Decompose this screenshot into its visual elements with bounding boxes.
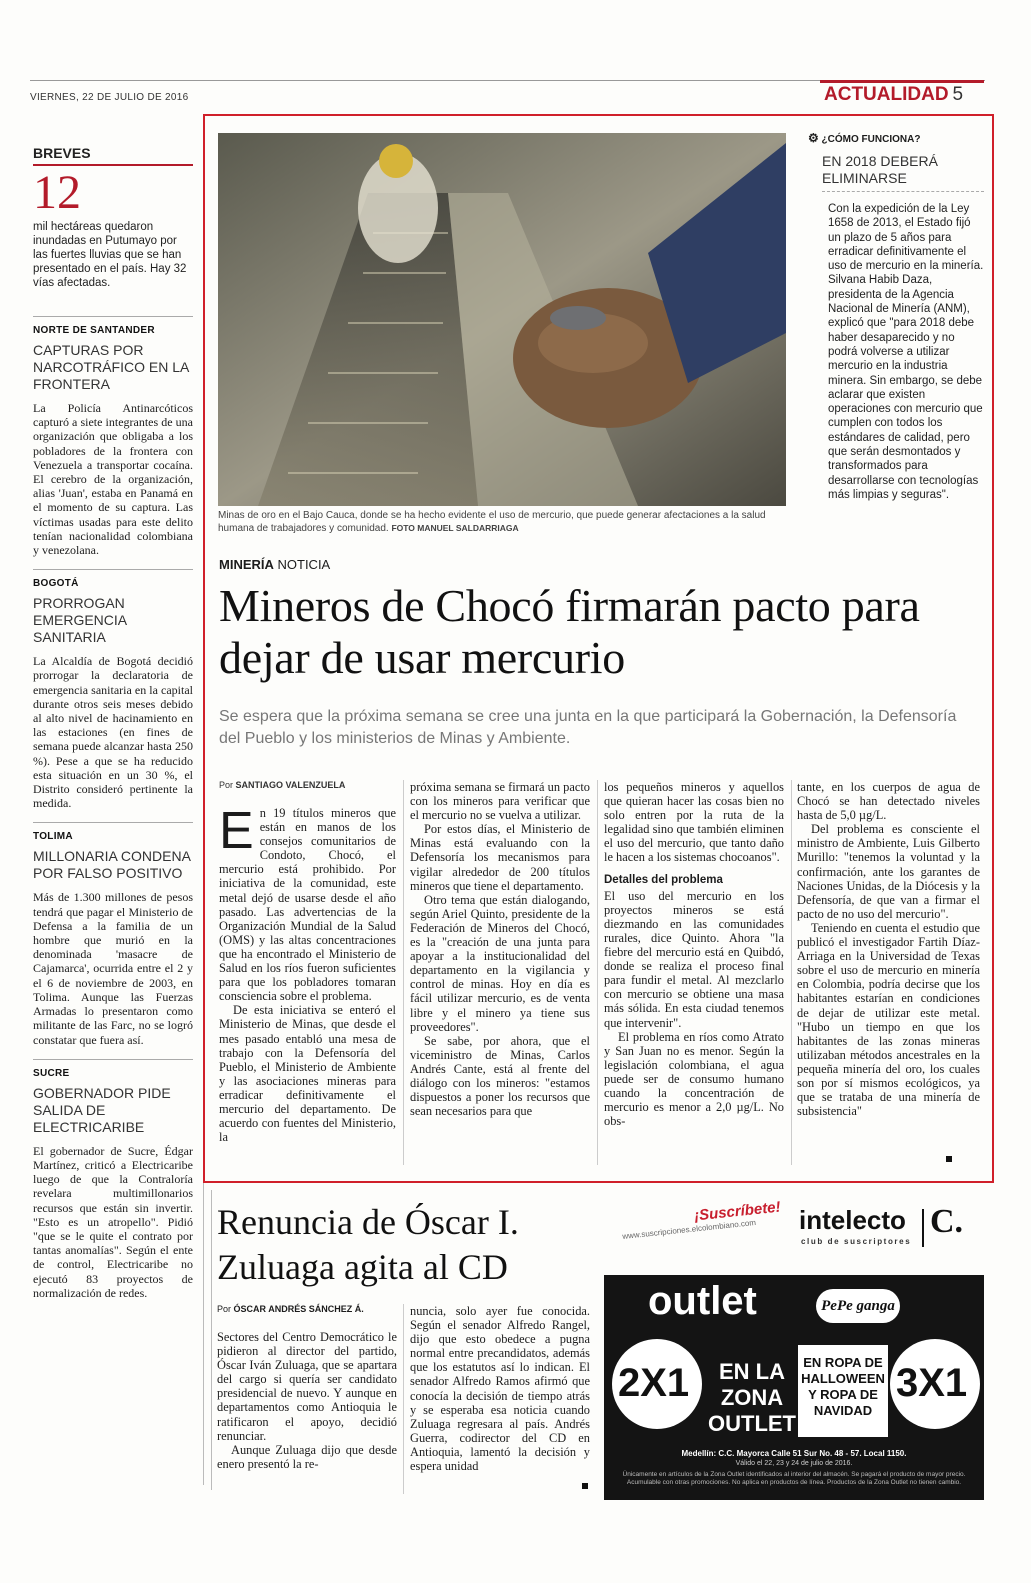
body-column-3 bbox=[604, 780, 784, 1128]
end-mark bbox=[946, 1156, 952, 1162]
paragraph: Aunque Zuluaga dijo que desde enero presentó la re- bbox=[217, 1442, 397, 1471]
body-column-2 bbox=[410, 780, 590, 1118]
paragraph: Sectores del Centro Democrático le pidieron al director del partido, Óscar Iván Zuluaga, que se apartara del cargo si quería ser candidato presidencial de nuevo. Y aunque en departamentos como Antioquia le ratificaron el apoyo, decidió renunciar. bbox=[217, 1330, 397, 1443]
paragraph: El problema en ríos como Atrato y San Juan no es menor. Según la legislación colombiana, el agua puede ser de consumo humano cuando la concentración de mercurio es menor a 2,0 µg/L. No obs- bbox=[604, 1029, 784, 1129]
second-byline: Por ÓSCAR ANDRÉS SÁNCHEZ Á. bbox=[217, 1304, 364, 1314]
article-deck: Se espera que la próxima semana se cree una junta en la que participará la Gobernación, la Defensoría del Pueblo y los ministerios de Minas y Ambiente. bbox=[219, 708, 957, 747]
second-headline: Renuncia de Óscar I. Zuluaga agita al CD bbox=[217, 1202, 519, 1287]
caption-text: Minas de oro en el Bajo Cauca, donde se ha hecho evidente el uso de mercurio, que puede generar afectaciones a la salud humana de trabajadores y comunidad. bbox=[218, 510, 766, 534]
paragraph: n 19 títulos mineros que están en manos de los consejos comunitarios de Condoto, Chocó, el mercurio está prohibido. Por iniciativa de la comunidad, este metal dejó de usarse desde el año pasado. Las advertencias de la Organización Mundial de la Salud (OMS) y las altas concentraciones que ha encontrado el Ministerio de Salud en los ríos fueron suficientes para que los pobladores tomaran consciencia sobre el problema. bbox=[219, 806, 396, 1004]
photo-caption bbox=[218, 510, 788, 535]
subscribe-url: www.suscripciones.elcolombiano.com bbox=[621, 1218, 757, 1241]
sidebar-kicker bbox=[808, 131, 984, 145]
section-tab bbox=[824, 84, 984, 110]
paragraph: Del problema es consciente el ministro de Ambiente, Luis Gilberto Murillo: "tenemos la voluntad y la confirmación, ante los garantes de Naciones Unidas, de la Diócesis y la Defensoría, de que van a firmar el pacto de no uso del mercurio". bbox=[797, 822, 980, 921]
mining-photo bbox=[218, 133, 786, 506]
intelecto-mark: C. bbox=[930, 1203, 964, 1240]
validity: Válido el 22, 23 y 24 de julio de 2016. bbox=[735, 1460, 853, 1467]
zone-text: EN LA ZONA OUTLET bbox=[708, 1359, 796, 1436]
brief-title: PRORROGAN EMERGENCIA SANITARIA bbox=[33, 595, 127, 646]
paragraph: Por estos días, el Ministerio de Minas está evaluando con la Defensoría los mecanismos para vigilar alrededor de 200 títulos mineros que tiene el departamento. bbox=[410, 822, 590, 893]
intelecto-tagline: club de suscriptores bbox=[801, 1237, 912, 1246]
breves-number: 12 bbox=[33, 166, 81, 219]
article-kicker bbox=[219, 557, 330, 572]
paragraph: los pequeños mineros y aquellos que quieran hacer las cosas bien no solo entren por la ruta de la legalidad sino que también eliminen el uso del mercurio, que tanto daño le hacen a los sistemas chocoanos". bbox=[604, 780, 784, 865]
two-for-one: 2X1 bbox=[618, 1361, 690, 1405]
brief-title: MILLONARIA CONDENA POR FALSO POSITIVO bbox=[33, 848, 191, 882]
author-name: SANTIAGO VALENZUELA bbox=[235, 780, 346, 790]
gears-icon: ⚙ bbox=[808, 131, 819, 145]
subscribe-text: ¡Suscríbete! bbox=[693, 1198, 782, 1225]
paragraph: El uso del mercurio en los proyectos mineros se está diezmando en las comunidades rurales, dice Quinto. Ahora "la fiebre del mercurio está en Quibdó, donde se realiza el proceso final para fundir el metal. Al mezclarlo con mercurio se obtiene una masa más sólida. En esta ciudad tenemos que intervenir". bbox=[604, 888, 784, 1030]
brief-text: La Policía Antinarcóticos capturó a siete integrantes de una organización que obligaba a los pobladores de la frontera con Venezuela a transportar cocaína. El cerebro de la organización, alias 'Juan', estaba en Panamá en el momento de su captura. Las víctimas usadas para este delito tenían nacionalidad colombiana y venezolana. bbox=[33, 401, 193, 558]
kicker-topic: MINERÍA bbox=[219, 557, 274, 572]
brief-kicker: NORTE DE SANTANDER bbox=[33, 325, 155, 336]
second-column-1 bbox=[217, 1330, 397, 1471]
outlet-ad[interactable] bbox=[604, 1275, 984, 1500]
paragraph: Teniendo en cuenta el estudio que publicó el investigador Fartih Díaz-Arriaga en la Universidad de Texas sobre el uso de mercurio en minería en Colombia, podría decirse que los habitantes estarían en condiciones de dejar de utilizar este metal. "Hubo un tiempo en que los habitantes de las zonas mineras utilizaban métodos ancestrales en la pequeña minería del oro, los cuales son por sí mismos ecológicos, ya que se trataba de una minería de subsistencia" bbox=[797, 920, 980, 1119]
how-it-works-box bbox=[808, 131, 984, 502]
paragraph: próxima semana se firmará un pacto con los mineros para verificar que el mercurio no se vuelva a utilizar. bbox=[410, 780, 590, 823]
outlet-title: outlet bbox=[648, 1279, 757, 1323]
brief-text: Más de 1.300 millones de pesos tendrá que pagar el Ministerio de Defensa a la familia de un hombre que murió en la denominada 'masacre de Cajamarca', ocurrida entre el 2 y el 6 de noviembre de 2003, en Tolima. Aunque las Fuerzas Armadas lo presentaron como militante de las Farc, no se logró constatar que fuera así. bbox=[33, 890, 193, 1047]
sidebar-title: EN 2018 DEBERÁ ELIMINARSE bbox=[822, 153, 938, 186]
breves-text: mil hectáreas quedaron inundadas en Putumayo por las fuertes lluvias que se han presentado en el país. Hay 32 vías afectadas. bbox=[33, 221, 187, 289]
halloween-text: EN ROPA DE HALLOWEEN Y ROPA DE NAVIDAD bbox=[801, 1355, 885, 1418]
paragraph: Se sabe, por ahora, que el viceministro de Minas, Carlos Andrés Cante, está al frente del diálogo con los mineros: "estamos dispuestos a poner los recursos que sean necesarios para que bbox=[410, 1033, 590, 1119]
breves-label: BREVES bbox=[33, 145, 193, 166]
end-mark bbox=[582, 1483, 588, 1489]
brief-text: El gobernador de Sucre, Édgar Martínez, criticó a Electricaribe luego de que la Contraloría revelara multimillonarios recursos que están sin invertir. "Esto es un atropello". Pidió "que se le quite el contrato por tantas anomalías". Según el ente de control, Electricaribe no ejecutó 83 proyectos de normalización de redes. bbox=[33, 1143, 193, 1300]
author-name: ÓSCAR ANDRÉS SÁNCHEZ Á. bbox=[233, 1304, 364, 1314]
brief-kicker: SUCRE bbox=[33, 1067, 70, 1079]
subhead: Detalles del problema bbox=[604, 873, 723, 886]
three-for-one: 3X1 bbox=[896, 1361, 968, 1405]
intelecto-logo: intelecto bbox=[799, 1205, 906, 1235]
second-column-2 bbox=[410, 1304, 590, 1473]
section-name: ACTUALIDAD bbox=[824, 84, 949, 105]
subscription-ad[interactable] bbox=[604, 1195, 984, 1260]
section-bar bbox=[820, 80, 984, 83]
fine-print: Únicamente en artículos de la Zona Outlet identificados al interior del almacén. Se pagará el producto de mayor precio. Acumulable con otras promociones. No aplica en productos de línea. Productos de la Zona Outlet no tienen cambio. bbox=[622, 1471, 966, 1486]
paragraph: nuncia, solo ayer fue conocida. Según el senador Alfredo Rangel, dijo que esto obedece a pugna normal entre precandidatos, además que los estatutos así lo indican. El senador Alfredo Ramos afirmó que conocía la decisión de tiempo atrás y se esperaba esa noticia cuando Zuluaga regresara al país. Andrés Guerra, codirector del CD en Antioquia, lamentó la decisión y espera unidad bbox=[410, 1304, 590, 1474]
body-column-4 bbox=[797, 780, 980, 1118]
issue-date: VIERNES, 22 DE JULIO DE 2016 bbox=[30, 92, 189, 103]
brief-text: La Alcaldía de Bogotá decidió prorrogar la declaratoria de emergencia sanitaria en la capital durante otros seis meses debido al alto nivel de hacinamiento en las estaciones (en fines de semana puede alcanzar hasta 250 %). Pese a que se ha reducido esta situación en un 30 %, el Distrito consideró pertinente la medida. bbox=[33, 654, 193, 811]
paragraph: Otro tema que están dialogando, según Ariel Quinto, presidente de la Federación de Mineros del Chocó, es la "creación de una junta para apoyar a la institucionalidad del departamento en la vigilancia y control de minas. Hoy en día es fácil utilizar mercurio, es de venta libre y el minero ya tiene sus proveedores". bbox=[410, 892, 590, 1034]
kicker-type: NOTICIA bbox=[273, 557, 331, 572]
paragraph: De esta iniciativa se enteró el Ministerio de Minas, que desde el mes pasado entabló una mesa de trabajo con la Defensoría del Pueblo, el Ministerio de Ambiente y las asociaciones mineras para erradicar definitivamente el mercurio del departamento. De acuerdo con fuentes del Ministerio, la bbox=[219, 1003, 396, 1145]
page-number: 5 bbox=[952, 84, 964, 105]
brief-kicker: BOGOTÁ bbox=[33, 578, 79, 590]
drop-cap: E bbox=[219, 802, 254, 860]
store-address: Medellín: C.C. Mayorca Calle 51 Sur No. 48 - 57. Local 1150. bbox=[681, 1449, 907, 1458]
sidebar-body: Con la expedición de la Ley 1658 de 2013, el Estado fijó un plazo de 5 años para erradicar definitivamente el uso de mercurio en la minería. Silvana Habib Daza, presidenta de la Agencia Nacional de Minería (ANM), explicó que "para 2018 debe haber desaparecido y no podrá volverse a utilizar mercurio en la industria minera. Sin embargo, se debe aclarar que existen operaciones con mercurio que cumplen con todos los estándares de calidad, pero que serán desmontados y transformados para desarrollarse con tecnologías más limpias y seguras". bbox=[828, 203, 984, 501]
body-column-1 bbox=[219, 802, 396, 1145]
paragraph: tante, en los cuerpos de agua de Chocó se han detectado niveles hasta de 5,0 µg/L. bbox=[797, 780, 980, 823]
brief-title: GOBERNADOR PIDE SALIDA DE ELECTRICARIBE bbox=[33, 1084, 171, 1135]
photo-credit: FOTO MANUEL SALDARRIAGA bbox=[391, 523, 519, 533]
pepe-ganga-logo: PePe ganga bbox=[816, 1289, 900, 1323]
brief-title: CAPTURAS POR NARCOTRÁFICO EN LA FRONTERA bbox=[33, 342, 189, 392]
article-headline: Mineros de Chocó firmarán pacto para dejar de usar mercurio bbox=[219, 580, 920, 683]
sidebar-kicker-text: ¿CÓMO FUNCIONA? bbox=[821, 134, 921, 145]
article-byline: Por SANTIAGO VALENZUELA bbox=[219, 780, 346, 790]
brief-kicker: TOLIMA bbox=[33, 831, 73, 843]
briefs-column bbox=[33, 145, 193, 1300]
